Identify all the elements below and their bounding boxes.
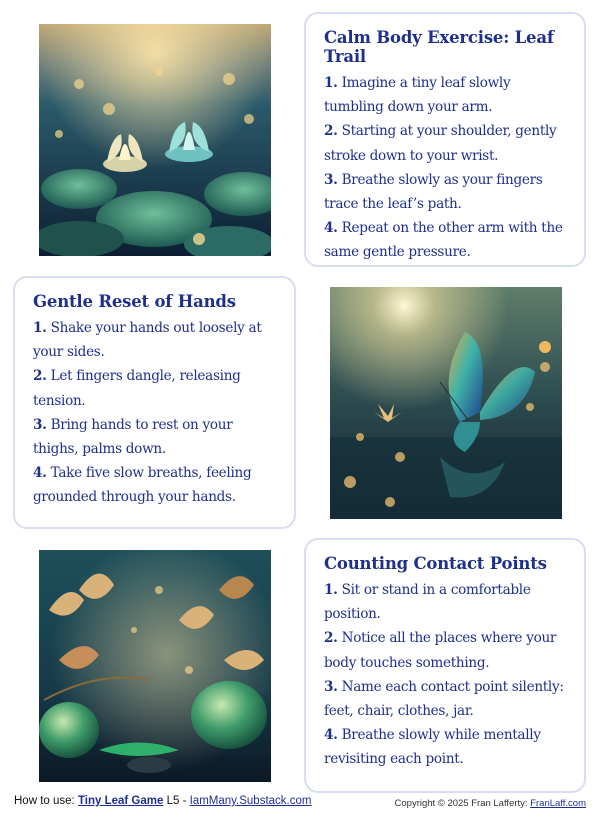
lotus-photo — [39, 24, 271, 256]
level-label: L5 - — [166, 795, 187, 807]
card-title: Counting Contact Points — [324, 554, 547, 573]
list-item: 3. Name each contact point silently: feet, chair, clothes, jar. — [324, 678, 564, 720]
leaf-trail-card — [304, 12, 586, 267]
butterfly-photo — [330, 287, 562, 519]
leaves-stones-photo — [39, 550, 271, 782]
list-item: 2. Let fingers dangle, releasing tension. — [33, 368, 241, 409]
copyright-text: Copyright © 2025 Fran Lafferty: — [394, 798, 528, 809]
author-site-link[interactable]: FranLaff.com — [530, 798, 586, 809]
tiny-leaf-game-link[interactable]: Tiny Leaf Game — [77, 795, 164, 807]
hands-reset-card — [13, 276, 296, 529]
contact-points-card — [304, 538, 586, 793]
list-item: 3. Bring hands to rest on your thighs, palms down. — [33, 416, 233, 458]
list-item: 1. Imagine a tiny leaf slowly tumbling down your arm. — [324, 75, 511, 116]
list-item: 4. Repeat on the other arm with the same gentle pressure. — [324, 220, 563, 261]
substack-link[interactable]: IamMany.Substack.com — [189, 795, 312, 807]
list-item: 4. Breathe slowly while mentally revisiting each point. — [324, 727, 541, 768]
footer-copyright — [395, 798, 586, 809]
list-item: 1. Sit or stand in a comfortable position. — [324, 582, 531, 623]
list-item: 3. Breathe slowly as your fingers trace the leaf’s path. — [324, 171, 543, 213]
list-item: 2. Starting at your shoulder, gently stroke down to your wrist. — [324, 123, 557, 164]
list-item: 4. Take five slow breaths, feeling grounded through your hands. — [33, 465, 252, 506]
card-title: Gentle Reset of Hands — [33, 292, 236, 311]
footer-how-to-use — [14, 795, 311, 807]
list-item: 1. Shake your hands out loosely at your sides. — [33, 320, 262, 361]
card-title: Calm Body Exercise: Leaf Trail — [324, 28, 554, 66]
list-item: 2. Notice all the places where your body touches something. — [324, 630, 557, 671]
how-to-use-label: How to use: — [14, 795, 75, 807]
